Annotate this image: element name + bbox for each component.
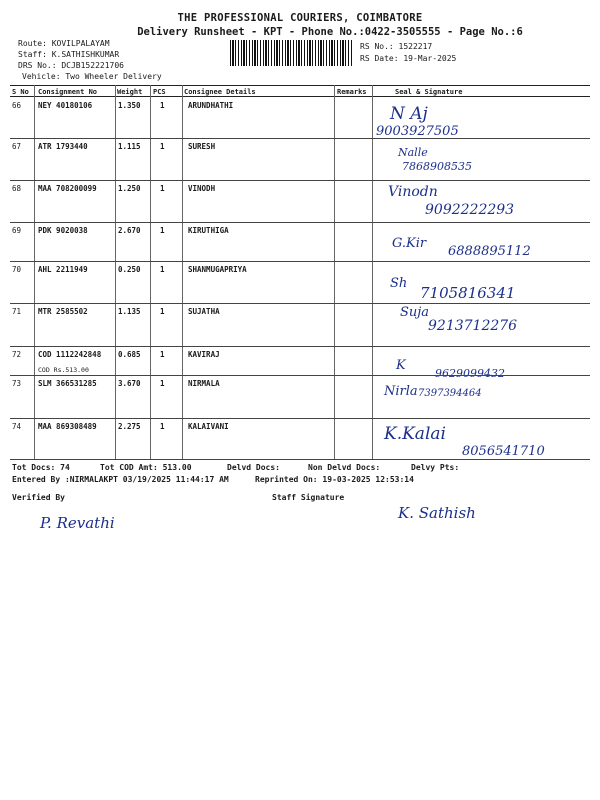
row-signature-phone: 8056541710	[462, 444, 545, 459]
runsheet-subtitle: Delivery Runsheet - KPT - Phone No.:0422-3505555 - Page No.:6	[137, 26, 523, 38]
row-pcs: 1	[160, 422, 165, 431]
row-serial-number: 66	[12, 101, 22, 110]
row-consignment-number: MTR 2585502	[38, 307, 88, 316]
row-signature-phone: 9092222293	[425, 202, 515, 218]
row-signature-phone: 7105816341	[420, 284, 516, 302]
row-weight: 1.350	[118, 101, 141, 110]
col-header-remarks: Remarks	[337, 88, 367, 96]
row-weight: 0.685	[118, 350, 141, 359]
row-signature: K	[396, 358, 406, 373]
row-weight: 2.670	[118, 226, 141, 235]
staff-label: Staff: K.SATHISHKUMAR	[18, 50, 120, 59]
row-pcs: 1	[160, 226, 165, 235]
row-signature-phone: 9003927505	[376, 124, 459, 139]
row-signature-phone: 6888895112	[448, 244, 531, 259]
row-cod-amount: COD Rs.513.00	[38, 366, 89, 374]
table-header-border	[10, 96, 590, 97]
route-label: Route: KOVILPALAYAM	[18, 39, 110, 48]
col-header-consignee: Consignee Details	[184, 88, 256, 96]
row-pcs: 1	[160, 379, 165, 388]
row-divider	[10, 180, 590, 181]
column-divider	[34, 85, 35, 460]
row-pcs: 1	[160, 142, 165, 151]
column-divider	[182, 85, 183, 460]
row-divider	[10, 459, 590, 460]
row-serial-number: 69	[12, 226, 22, 235]
staff-signature: K. Sathish	[398, 504, 476, 522]
row-signature: Sh	[390, 276, 408, 291]
verified-signature: P. Revathi	[40, 514, 115, 532]
row-weight: 2.275	[118, 422, 141, 431]
column-divider	[372, 85, 373, 460]
row-consignee-name: VINODH	[188, 184, 216, 193]
rs-number: RS No.: 1522217	[360, 42, 433, 51]
row-serial-number: 71	[12, 307, 22, 316]
col-header-pcs: PCS	[153, 88, 166, 96]
delivered-docs: Delvd Docs:	[227, 463, 280, 472]
row-pcs: 1	[160, 101, 165, 110]
row-consignee-name: SURESH	[188, 142, 216, 151]
row-pcs: 1	[160, 307, 165, 316]
row-consignee-name: KAVIRAJ	[188, 350, 220, 359]
row-consignment-number: ATR 1793440	[38, 142, 88, 151]
column-divider	[115, 85, 116, 460]
row-consignment-number: PDK 9020038	[38, 226, 88, 235]
row-serial-number: 74	[12, 422, 22, 431]
vehicle-label: Vehicle: Two Wheeler Delivery	[22, 72, 162, 81]
col-header-signature: Seal & Signature	[395, 88, 463, 96]
column-divider	[150, 85, 151, 460]
verified-by-label: Verified By	[12, 493, 65, 502]
row-signature-phone: 7397394464	[418, 388, 482, 399]
row-divider	[10, 375, 590, 376]
row-consignment-number: SLM 366531285	[38, 379, 97, 388]
row-consignee-name: KALAIVANI	[188, 422, 229, 431]
row-signature-phone: 9629099432	[435, 367, 505, 380]
row-consignment-number: AHL 2211949	[38, 265, 88, 274]
col-header-consignment: Consignment No	[38, 88, 98, 96]
row-consignee-name: SHANMUGAPRIYA	[188, 265, 247, 274]
row-consignee-name: KIRUTHIGA	[188, 226, 229, 235]
col-header-sno: S No	[12, 88, 29, 96]
row-signature: N Aj	[390, 104, 428, 124]
row-weight: 1.115	[118, 142, 141, 151]
row-signature-phone: 9213712276	[428, 318, 518, 334]
row-divider	[10, 346, 590, 347]
entered-by: Entered By :NIRMALAKPT 03/19/2025 11:44:17 AM	[12, 475, 229, 484]
table-top-border	[10, 85, 590, 86]
row-weight: 1.135	[118, 307, 141, 316]
row-consignment-number: MAA 708200099	[38, 184, 97, 193]
barcode-image	[230, 40, 353, 66]
row-serial-number: 73	[12, 379, 22, 388]
row-signature: Nirla	[384, 384, 418, 399]
row-weight: 0.250	[118, 265, 141, 274]
row-serial-number: 67	[12, 142, 22, 151]
row-weight: 3.670	[118, 379, 141, 388]
row-divider	[10, 303, 590, 304]
row-signature: Vinodn	[388, 184, 438, 200]
row-divider	[10, 138, 590, 139]
row-signature: Suja	[400, 305, 430, 320]
row-divider	[10, 418, 590, 419]
row-serial-number: 70	[12, 265, 22, 274]
drs-label: DRS No.: DCJB152221706	[18, 61, 124, 70]
row-weight: 1.250	[118, 184, 141, 193]
company-title: THE PROFESSIONAL COURIERS, COIMBATORE	[177, 12, 423, 24]
row-consignee-name: SUJATHA	[188, 307, 220, 316]
row-signature-phone: 7868908535	[402, 160, 472, 173]
total-docs: Tot Docs: 74	[12, 463, 70, 472]
row-pcs: 1	[160, 350, 165, 359]
row-serial-number: 72	[12, 350, 22, 359]
row-consignment-number: COD 1112242848	[38, 350, 102, 359]
row-consignment-number: MAA 869308489	[38, 422, 97, 431]
col-header-weight: Weight	[117, 88, 143, 96]
column-divider	[334, 85, 335, 460]
rs-date: RS Date: 19-Mar-2025	[360, 54, 457, 63]
row-consignment-number: NEY 40180106	[38, 101, 93, 110]
staff-signature-label: Staff Signature	[272, 493, 345, 502]
row-signature: Nalle	[398, 146, 428, 159]
reprinted-on: Reprinted On: 19-03-2025 12:53:14	[255, 475, 414, 484]
row-divider	[10, 222, 590, 223]
row-signature: K.Kalai	[384, 424, 446, 444]
total-cod-amount: Tot COD Amt: 513.00	[100, 463, 192, 472]
row-consignee-name: ARUNDHATHI	[188, 101, 234, 110]
row-divider	[10, 261, 590, 262]
row-consignee-name: NIRMALA	[188, 379, 220, 388]
row-serial-number: 68	[12, 184, 22, 193]
non-delivered-docs: Non Delvd Docs:	[308, 463, 381, 472]
row-signature: G.Kir	[392, 236, 427, 251]
delivery-points: Delvy Pts:	[411, 463, 460, 472]
row-pcs: 1	[160, 184, 165, 193]
row-pcs: 1	[160, 265, 165, 274]
